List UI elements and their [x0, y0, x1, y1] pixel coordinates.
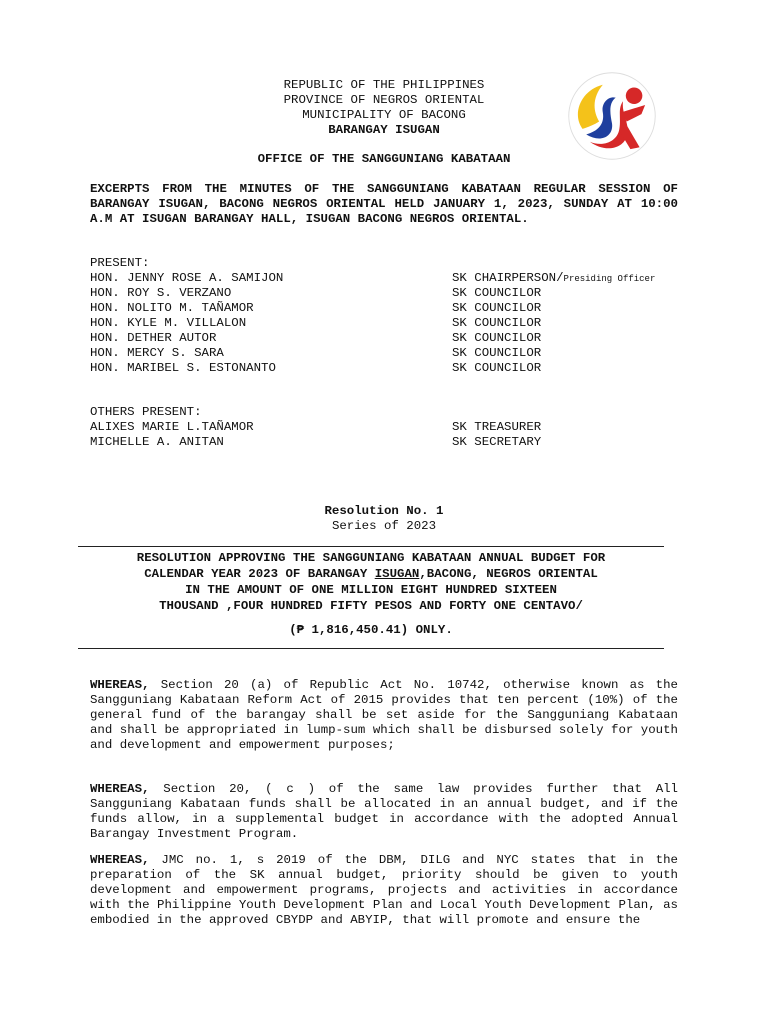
- attendee-name: HON. ROY S. VERZANO: [90, 286, 232, 300]
- attendee-row: [90, 316, 690, 331]
- attendee-row: [90, 331, 690, 346]
- office-heading: OFFICE OF THE SANGGUNIANG KABATAAN: [257, 152, 511, 166]
- attendee-name: HON. MERCY S. SARA: [90, 346, 224, 360]
- whereas-text: JMC no. 1, s 2019 of the DBM, DILG and NYC states that in the preparation of the SK annual budget, priority should be given to youth development and empowerment programs, projects and activities in accordance with the Philippine Youth Development Plan and Local Youth Development Plan, as embodied in the approved CBYDP and ABYIP, that will promote and ensure the: [90, 853, 678, 927]
- barangay-name-underlined: ISUGAN: [374, 567, 420, 581]
- sk-logo-icon: [566, 70, 658, 162]
- resolution-title-line: THOUSAND ,FOUR HUNDRED FIFTY PESOS AND FORTY ONE CENTAVO/: [159, 599, 583, 613]
- whereas-text: Section 20, ( c ) of the same law provides further that All Sangguniang Kabataan funds shall be allocated in an annual budget, and if the funds allow, in a supplemental budget in accordance with the adopted Annual Barangay Investment Program.: [90, 782, 678, 841]
- whereas-lead: WHEREAS,: [90, 853, 150, 867]
- attendee-role: SK COUNCILOR: [452, 316, 542, 330]
- attendee-row: [90, 346, 690, 361]
- title-top-rule: [78, 546, 664, 547]
- attendee-role: SK COUNCILOR: [452, 286, 542, 300]
- resolution-title-line: CALENDAR YEAR 2023 OF BARANGAY ISUGAN,BACONG, NEGROS ORIENTAL: [144, 567, 598, 581]
- attendee-role: SK SECRETARY: [452, 435, 542, 449]
- whereas-text: Section 20 (a) of Republic Act No. 10742, otherwise known as the Sangguniang Kabataan Reform Act of 2015 provides that ten percent (10%) of the general fund of the barangay shall be set aside for the Sangguniang Kabataan and shall be appropriated in lump-sum which shall be disbursed solely for youth and development and empowerment purposes;: [90, 678, 678, 752]
- attendee-role: SK COUNCILOR: [452, 331, 542, 345]
- letterhead-province: PROVINCE OF NEGROS ORIENTAL: [283, 93, 485, 107]
- attendee-name: HON. KYLE M. VILLALON: [90, 316, 247, 330]
- whereas-clause: [90, 853, 678, 928]
- resolution-title: [78, 550, 664, 638]
- others-present-label: OTHERS PRESENT:: [90, 405, 202, 419]
- resolution-title-line: IN THE AMOUNT OF ONE MILLION EIGHT HUNDRED SIXTEEN: [185, 583, 557, 597]
- attendee-role-note: Presiding Officer: [563, 274, 656, 284]
- attendee-role: SK COUNCILOR: [452, 361, 542, 375]
- whereas-clause: [90, 678, 678, 753]
- whereas-lead: WHEREAS,: [90, 678, 150, 692]
- letterhead-municipality: MUNICIPALITY OF BACONG: [302, 108, 466, 122]
- attendee-role: SK COUNCILOR: [452, 346, 542, 360]
- letterhead-country: REPUBLIC OF THE PHILIPPINES: [283, 78, 485, 92]
- attendee-name: HON. DETHER AUTOR: [90, 331, 217, 345]
- attendee-role: SK TREASURER: [452, 420, 542, 434]
- attendee-name: HON. NOLITO M. TAÑAMOR: [90, 301, 254, 315]
- resolution-amount: (₱ 1,816,450.41) ONLY.: [289, 623, 453, 637]
- attendee-row: [90, 435, 690, 450]
- attendee-row: [90, 286, 690, 301]
- attendee-name: HON. JENNY ROSE A. SAMIJON: [90, 271, 284, 285]
- attendee-row: [90, 361, 690, 376]
- title-bottom-rule: [78, 648, 664, 649]
- attendee-name: ALIXES MARIE L.TAÑAMOR: [90, 420, 254, 434]
- resolution-number-block: [0, 504, 768, 534]
- whereas-lead: WHEREAS,: [90, 782, 150, 796]
- minutes-excerpt: EXCERPTS FROM THE MINUTES OF THE SANGGUNIANG KABATAAN REGULAR SESSION OF BARANGAY ISUGAN, BACONG NEGROS ORIENTAL HELD JANUARY 1, 2023, SUNDAY AT 10:00 A.M AT ISUGAN BARANGAY HALL, ISUGAN BACONG NEGROS ORIENTAL.: [90, 182, 678, 226]
- attendee-name: HON. MARIBEL S. ESTONANTO: [90, 361, 276, 375]
- attendee-role: SK CHAIRPERSON/Presiding Officer: [452, 271, 656, 285]
- attendee-role: SK COUNCILOR: [452, 301, 542, 315]
- resolution-title-line: RESOLUTION APPROVING THE SANGGUNIANG KABATAAN ANNUAL BUDGET FOR: [136, 551, 606, 565]
- letterhead-barangay: BARANGAY ISUGAN: [328, 123, 440, 137]
- attendee-row: [90, 301, 690, 316]
- whereas-clause: [90, 782, 678, 842]
- attendee-name: MICHELLE A. ANITAN: [90, 435, 224, 449]
- present-label: PRESENT:: [90, 256, 150, 270]
- attendee-row: [90, 420, 690, 435]
- resolution-number: Resolution No. 1: [324, 504, 444, 518]
- attendee-row: [90, 271, 690, 286]
- resolution-series: Series of 2023: [331, 519, 437, 533]
